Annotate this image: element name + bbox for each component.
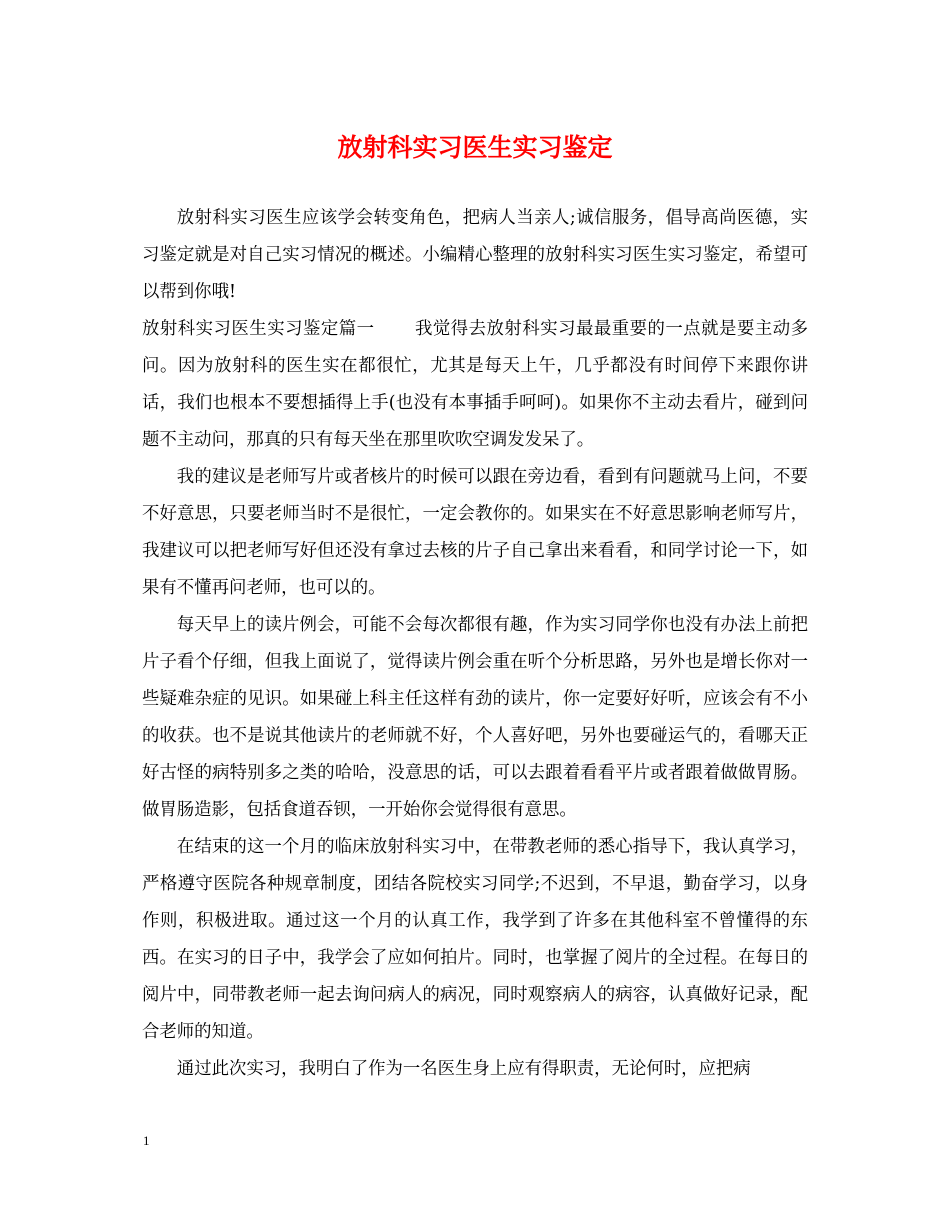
section-first-paragraph: 我觉得去放射科实习最最重要的一点就是要主动多问。因为放射科的医生实在都很忙，尤其是每天上午，几乎都没有时间停下来跟你讲话，我们也根本不要想插得上手(也没有本事插手呵呵)。如果你不主动去看片，碰到问题不主动问，那真的只有每天坐在那里吹吹空调发发呆了。 xyxy=(142,319,808,450)
document-body xyxy=(142,200,808,1088)
section-paragraph xyxy=(142,311,808,459)
body-paragraph: 每天早上的读片例会，可能不会每次都很有趣，作为实习同学你也没有办法上前把片子看个仔细，但我上面说了，觉得读片例会重在听个分析思路，另外也是增长你对一些疑难杂症的见识。如果碰上科主任这样有劲的读片，你一定要好好听，应该会有不小的收获。也不是说其他读片的老师就不好，个人喜好吧，另外也要碰运气的，看哪天正好古怪的病特别多之类的哈哈，没意思的话，可以去跟着看看平片或者跟着做做胃肠。做胃肠造影，包括食道吞钡，一开始你会觉得很有意思。 xyxy=(142,615,808,820)
page-number: 1 xyxy=(143,1133,150,1148)
document-title: 放射科实习医生实习鉴定 xyxy=(337,133,613,162)
body-paragraph: 在结束的这一个月的临床放射科实习中，在带教老师的悉心指导下，我认真学习，严格遵守医院各种规章制度，团结各院校实习同学;不迟到，不早退，勤奋学习，以身作则，积极进取。通过这一个月的认真工作，我学到了许多在其他科室不曾懂得的东西。在实习的日子中，我学会了应如何拍片。同时，也掌握了阅片的全过程。在每日的阅片中，同带教老师一起去询问病人的病况，同时观察病人的病容，认真做好记录，配合老师的知道。 xyxy=(142,837,808,1042)
section-heading: 放射科实习医生实习鉴定篇一 xyxy=(142,319,375,339)
intro-paragraph: 放射科实习医生应该学会转变角色，把病人当亲人;诚信服务，倡导高尚医德，实习鉴定就是对自己实习情况的概述。小编精心整理的放射科实习医生实习鉴定，希望可以帮到你哦! xyxy=(142,208,808,302)
body-paragraph: 我的建议是老师写片或者核片的时候可以跟在旁边看，看到有问题就马上问，不要不好意思，只要老师当时不是很忙，一定会教你的。如果实在不好意思影响老师写片，我建议可以把老师写好但还没有拿过去核的片子自己拿出来看看，和同学讨论一下，如果有不懂再问老师，也可以的。 xyxy=(142,467,808,598)
body-paragraph: 通过此次实习，我明白了作为一名医生身上应有得职责，无论何时，应把病 xyxy=(176,1059,751,1079)
